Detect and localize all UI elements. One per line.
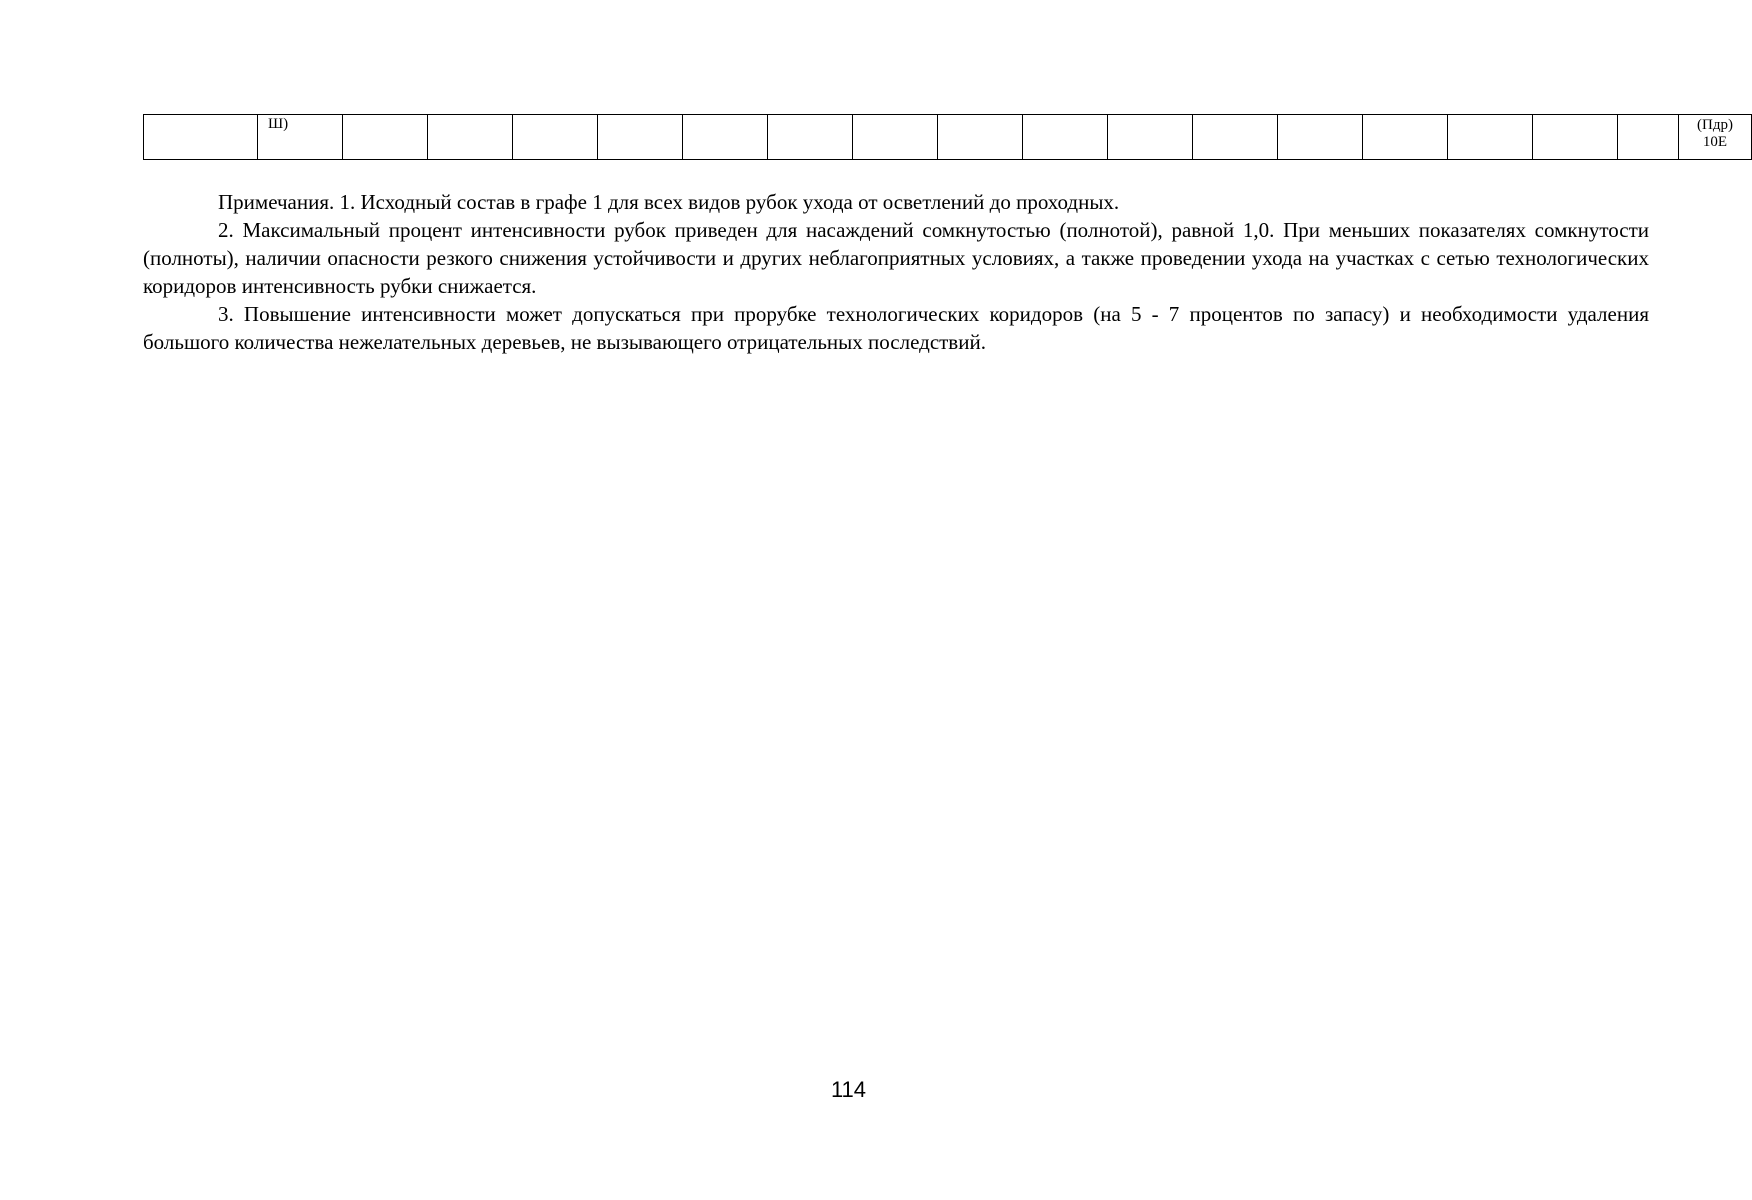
table-row xyxy=(144,115,1752,160)
table-cell xyxy=(598,115,683,160)
table-cell xyxy=(1533,115,1618,160)
table-cell xyxy=(513,115,598,160)
table-cell xyxy=(1193,115,1278,160)
table-cell: Ш) xyxy=(258,115,343,160)
table-cell xyxy=(1108,115,1193,160)
page-number: 114 xyxy=(830,1077,867,1102)
notes-section xyxy=(143,188,1649,356)
note-2: 2. Максимальный процент интенсивности рубок приведен для насаждений сомкнутостью (полнотой), равной 1,0. При меньших показателях сомкнутости (полноты), наличии опасности резкого снижения устойчивости и других неблагоприятных условиях, а также проведении ухода на участках с сетью технологических коридоров интенсивность рубки снижается. xyxy=(143,218,1649,298)
table-cell-line: 10Е xyxy=(1702,134,1728,150)
table-cell-line: (Пдр) xyxy=(1697,117,1733,133)
table-cell xyxy=(768,115,853,160)
table-cell xyxy=(343,115,428,160)
table-cell xyxy=(1448,115,1533,160)
note-1: Примечания. 1. Исходный состав в графе 1 для всех видов рубок ухода от осветлений до проходных. xyxy=(218,190,1120,214)
continuation-table xyxy=(143,114,1752,160)
table-cell xyxy=(1363,115,1448,160)
table-cell xyxy=(1618,115,1679,160)
table-cell xyxy=(853,115,938,160)
note-3: 3. Повышение интенсивности может допускаться при прорубке технологических коридоров (на 5 - 7 процентов по запасу) и необходимости удаления большого количества нежелательных деревьев, не вызывающего отрицательных последствий. xyxy=(143,302,1649,354)
table-cell xyxy=(683,115,768,160)
table-cell xyxy=(428,115,513,160)
table-cell xyxy=(144,115,258,160)
table-cell xyxy=(938,115,1023,160)
table-cell xyxy=(1679,115,1752,160)
table-cell xyxy=(1023,115,1108,160)
table-cell xyxy=(1278,115,1363,160)
